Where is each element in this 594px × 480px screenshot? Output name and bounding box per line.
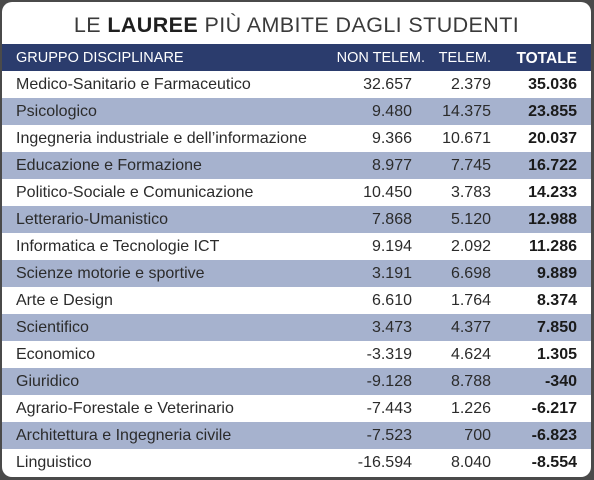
cell-total: -8.554 bbox=[531, 454, 577, 471]
column-header-telem: TELEM. bbox=[438, 50, 491, 66]
cell-total: 16.722 bbox=[528, 157, 577, 174]
cell-total: -6.217 bbox=[531, 400, 577, 417]
cell-telem: 3.783 bbox=[450, 184, 491, 201]
cell-telem: 8.040 bbox=[450, 454, 491, 471]
chart-title bbox=[2, 2, 591, 44]
chart-card bbox=[2, 2, 591, 477]
table-row bbox=[2, 152, 591, 179]
cell-group: Scientifico bbox=[16, 319, 89, 336]
cell-group: Scienze motorie e sportive bbox=[16, 265, 205, 282]
cell-group: Agrario-Forestale e Veterinario bbox=[16, 400, 234, 417]
column-header-group: GRUPPO DISCIPLINARE bbox=[16, 50, 184, 66]
table-row bbox=[2, 233, 591, 260]
cell-non-telem: -3.319 bbox=[366, 346, 412, 363]
table-row bbox=[2, 260, 591, 287]
cell-group: Economico bbox=[16, 346, 96, 363]
cell-non-telem: 8.977 bbox=[371, 157, 412, 174]
cell-total: 14.233 bbox=[528, 184, 577, 201]
table-row bbox=[2, 341, 591, 368]
cell-non-telem: -16.594 bbox=[357, 454, 412, 471]
cell-non-telem: -9.128 bbox=[366, 373, 412, 390]
cell-group: Architettura e Ingegneria civile bbox=[16, 427, 232, 444]
cell-group: Letterario-Umanistico bbox=[16, 211, 169, 228]
cell-telem: 4.377 bbox=[450, 319, 491, 336]
cell-group: Ingegneria industriale e dell’informazione bbox=[16, 130, 307, 147]
cell-non-telem: -7.443 bbox=[366, 400, 412, 417]
cell-non-telem: 3.473 bbox=[371, 319, 412, 336]
cell-total: 9.889 bbox=[536, 265, 577, 282]
cell-group: Giuridico bbox=[16, 373, 80, 390]
cell-telem: 8.788 bbox=[450, 373, 491, 390]
cell-telem: 14.375 bbox=[442, 103, 491, 120]
cell-total: 12.988 bbox=[528, 211, 577, 228]
cell-total: 11.286 bbox=[528, 238, 577, 255]
table-row bbox=[2, 449, 591, 476]
cell-total: 35.036 bbox=[528, 76, 577, 93]
table-row bbox=[2, 314, 591, 341]
cell-non-telem: 6.610 bbox=[371, 292, 412, 309]
title-highlight: LAUREE bbox=[107, 13, 199, 37]
cell-telem: 5.120 bbox=[450, 211, 491, 228]
cell-telem: 7.745 bbox=[450, 157, 491, 174]
cell-non-telem: 32.657 bbox=[363, 76, 412, 93]
table-row bbox=[2, 125, 591, 152]
cell-group: Educazione e Formazione bbox=[16, 157, 202, 174]
cell-non-telem: 9.194 bbox=[371, 238, 412, 255]
cell-total: 8.374 bbox=[536, 292, 577, 309]
table-header-row bbox=[2, 44, 591, 71]
cell-group: Psicologico bbox=[16, 103, 97, 120]
cell-total: -6.823 bbox=[531, 427, 577, 444]
column-header-non-telem: NON TELEM. bbox=[336, 50, 425, 66]
cell-telem: 1.226 bbox=[450, 400, 491, 417]
cell-telem: 4.624 bbox=[450, 346, 491, 363]
cell-telem: 2.092 bbox=[450, 238, 491, 255]
cell-non-telem: 7.868 bbox=[371, 211, 412, 228]
cell-total: 7.850 bbox=[536, 319, 577, 336]
cell-group: Politico-Sociale e Comunicazione bbox=[16, 184, 254, 201]
column-header-total: TOTALE bbox=[516, 50, 577, 67]
cell-total: 1.305 bbox=[536, 346, 577, 363]
cell-non-telem: 9.480 bbox=[371, 103, 412, 120]
cell-total: 23.855 bbox=[528, 103, 577, 120]
cell-telem: 1.764 bbox=[450, 292, 491, 309]
cell-non-telem: 3.191 bbox=[371, 265, 412, 282]
cell-group: Informatica e Tecnologie ICT bbox=[16, 238, 220, 255]
cell-non-telem: 10.450 bbox=[363, 184, 412, 201]
cell-total: -340 bbox=[544, 373, 577, 390]
table-row bbox=[2, 422, 591, 449]
table-row bbox=[2, 395, 591, 422]
cell-non-telem: -7.523 bbox=[366, 427, 412, 444]
cell-telem: 6.698 bbox=[450, 265, 491, 282]
table-row bbox=[2, 179, 591, 206]
table-row bbox=[2, 206, 591, 233]
data-table bbox=[2, 44, 591, 476]
table-row bbox=[2, 368, 591, 395]
cell-group: Linguistico bbox=[16, 454, 92, 471]
table-row bbox=[2, 287, 591, 314]
cell-group: Arte e Design bbox=[16, 292, 113, 309]
table-row bbox=[2, 71, 591, 98]
title-prefix: LE bbox=[73, 13, 101, 37]
cell-telem: 2.379 bbox=[450, 76, 491, 93]
cell-telem: 10.671 bbox=[442, 130, 491, 147]
table-row bbox=[2, 98, 591, 125]
cell-total: 20.037 bbox=[528, 130, 577, 147]
cell-telem: 700 bbox=[464, 427, 491, 444]
title-suffix: PIÙ AMBITE DAGLI STUDENTI bbox=[204, 13, 520, 37]
cell-group: Medico-Sanitario e Farmaceutico bbox=[16, 76, 251, 93]
cell-non-telem: 9.366 bbox=[371, 130, 412, 147]
